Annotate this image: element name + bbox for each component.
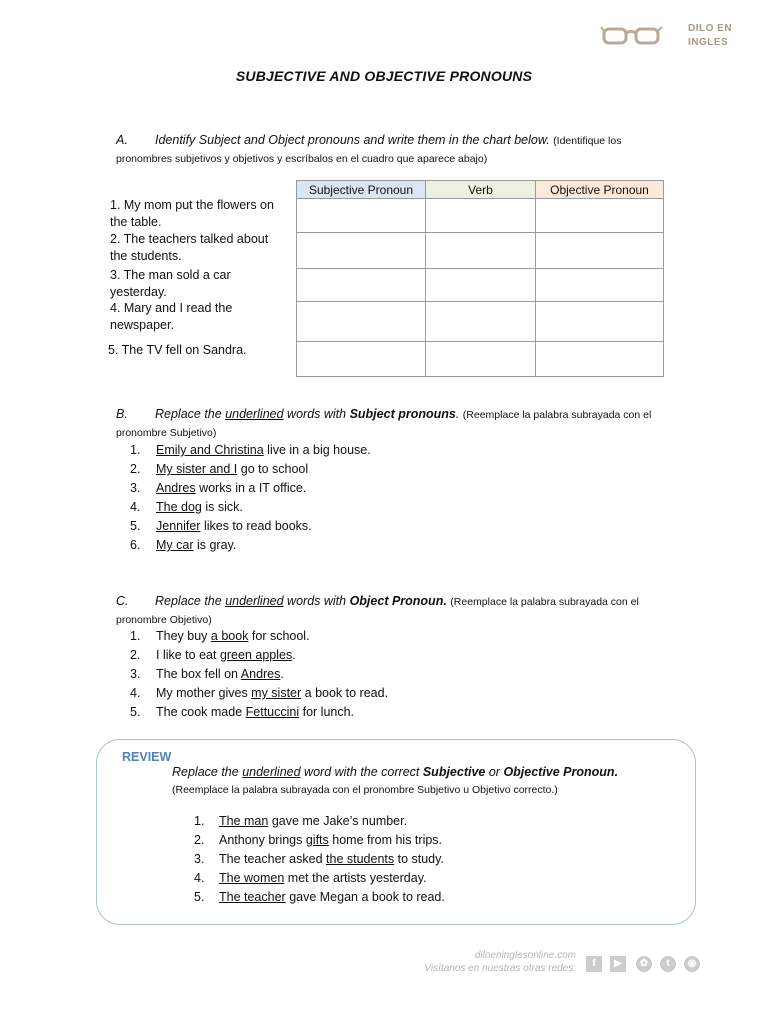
section-a-instructions (116, 132, 676, 168)
section-a-instruction: Identify Subject and Object pronouns and write them in the chart below. (155, 133, 550, 147)
list-item: 1. They buy a book for school. (130, 629, 310, 643)
glasses-icon (600, 24, 664, 48)
site-logo (600, 20, 733, 52)
chart-row (297, 233, 664, 269)
sentence-item: 3. The man sold a car yesterday. (110, 268, 231, 299)
list-item: 3. Andres works in a IT office. (130, 481, 307, 495)
section-a-note: (Identifique los pronombres subjetivos y objetivos y escríbalos en el cuadro que aparece abajo) (116, 135, 622, 165)
page-title: SUBJECTIVE AND OBJECTIVE PRONOUNS (235, 68, 533, 84)
section-b-note: (Reemplace la palabra subrayada con el pronombre Subjetivo) (116, 409, 652, 439)
list-item: 1. Emily and Christina live in a big house. (130, 443, 371, 457)
list-item: 2. I like to eat green apples. (130, 648, 296, 662)
review-list (194, 812, 445, 907)
list-item: 3. The teacher asked the students to study. (194, 852, 444, 866)
section-c-note: (Reemplace la palabra subrayada con el pronombre Objetivo) (116, 596, 639, 626)
list-item: 1. The man gave me Jake’s number. (194, 814, 408, 828)
chart-header-subjective: Subjective Pronoun (297, 181, 426, 199)
chart-cell[interactable] (426, 302, 536, 342)
youtube-icon[interactable]: ▶ (610, 956, 626, 972)
chart-cell[interactable] (536, 199, 664, 233)
chart-cell[interactable] (297, 199, 426, 233)
chart-cell[interactable] (297, 233, 426, 269)
chart-header-verb: Verb (426, 181, 536, 199)
list-item: 6. My car is gray. (130, 538, 237, 552)
list-item: 3. The box fell on Andres. (130, 667, 284, 681)
review-note: (Reemplace la palabra subrayada con el pronombre Subjetivo u Objetivo correcto.) (172, 784, 558, 796)
chart-cell[interactable] (426, 269, 536, 302)
pinterest-icon[interactable]: ✿ (636, 956, 652, 972)
section-c-list (130, 627, 388, 722)
chart-cell[interactable] (297, 302, 426, 342)
twitter-icon[interactable]: ◉ (684, 956, 700, 972)
list-item: 4. The women met the artists yesterday. (194, 871, 427, 885)
footer-site-link[interactable]: diloeninglesonline.com (474, 950, 576, 961)
section-c-instructions: C. Replace the underlined words with Object Pronoun. (Reemplace la palabra subrayada con el pronombre Objetivo) (116, 594, 639, 626)
logo-text: DILO EN INGLES (688, 23, 733, 48)
chart-cell[interactable] (297, 269, 426, 302)
section-letter: A. (116, 133, 128, 147)
footer-visit-text: Visítanos en nuestras otras redes: (424, 963, 576, 974)
chart-cell[interactable] (536, 269, 664, 302)
chart-row (297, 269, 664, 302)
list-item: 4. My mother gives my sister a book to read. (130, 686, 389, 700)
facebook-icon[interactable]: f (586, 956, 602, 972)
sentence-item: 5. The TV fell on Sandra. (108, 343, 247, 357)
sentence-item: 1. My mom put the flowers on the table. (110, 198, 274, 229)
pronoun-chart (296, 180, 664, 377)
section-b-list (130, 441, 371, 555)
chart-cell[interactable] (426, 233, 536, 269)
section-letter: B. (116, 407, 128, 421)
list-item: 2. My sister and I go to school (130, 462, 309, 476)
chart-header-objective: Objective Pronoun (536, 181, 664, 199)
list-item: 5. The cook made Fettuccini for lunch. (130, 705, 355, 719)
chart-cell[interactable] (536, 233, 664, 269)
chart-row (297, 302, 664, 342)
chart-cell[interactable] (426, 342, 536, 377)
chart-cell[interactable] (297, 342, 426, 377)
chart-row (297, 342, 664, 377)
chart-cell[interactable] (536, 302, 664, 342)
chart-header-row (297, 181, 664, 199)
chart-cell[interactable] (426, 199, 536, 233)
section-b-instructions: B. Replace the underlined words with Subject pronouns. (Reemplace la palabra subrayada con el pronombre Subjetivo) (116, 407, 652, 439)
chart-cell[interactable] (536, 342, 664, 377)
list-item: 5. The teacher gave Megan a book to read. (194, 890, 445, 904)
list-item: 5. Jennifer likes to read books. (130, 519, 312, 533)
review-instruction: Replace the underlined word with the correct Subjective or Objective Pronoun. (172, 765, 619, 779)
list-item: 4. The dog is sick. (130, 500, 243, 514)
sentence-item: 4. Mary and I read the newspaper. (110, 301, 233, 332)
list-item: 2. Anthony brings gifts home from his trips. (194, 833, 443, 847)
sentence-item: 2. The teachers talked about the students. (110, 232, 269, 263)
tumblr-icon[interactable]: t (660, 956, 676, 972)
chart-row (297, 199, 664, 233)
section-letter: C. (116, 594, 129, 608)
review-label: REVIEW (122, 750, 172, 764)
